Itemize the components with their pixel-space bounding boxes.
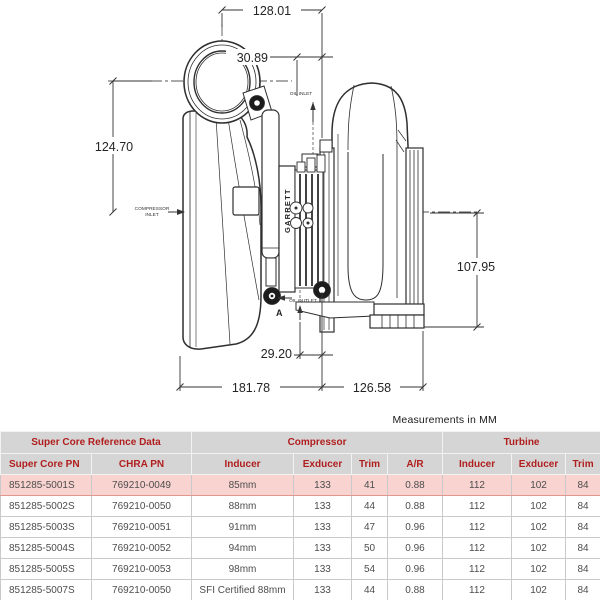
group-compressor: Compressor xyxy=(192,432,443,454)
cell-comp-trim: 41 xyxy=(352,475,388,496)
cell-turb-trim: 84 xyxy=(566,517,600,538)
cell-turb-inducer: 112 xyxy=(443,517,512,538)
compressor-inlet-label-1: COMPRESSOR xyxy=(134,207,170,212)
dimension-inlet-height: 124.70 xyxy=(94,140,134,154)
col-compressor-inducer: Inducer xyxy=(192,454,294,475)
cell-turb-inducer: 112 xyxy=(443,559,512,580)
col-chra-pn: CHRA PN xyxy=(92,454,192,475)
cell-super-core-pn: 851285-5007S xyxy=(1,580,92,600)
col-super-core-pn: Super Core PN xyxy=(1,454,92,475)
table-row-selected[interactable] xyxy=(1,475,600,496)
measurements-note: Measurements in MM xyxy=(392,414,497,426)
cell-super-core-pn: 851285-5003S xyxy=(1,517,92,538)
dimension-turbine-height: 107.95 xyxy=(456,260,496,274)
cell-comp-exducer: 133 xyxy=(294,580,352,600)
cell-turb-trim: 84 xyxy=(566,496,600,517)
cell-super-core-pn: 851285-5001S xyxy=(1,475,92,496)
cell-turb-exducer: 102 xyxy=(512,538,566,559)
cell-comp-trim: 50 xyxy=(352,538,388,559)
cell-super-core-pn: 851285-5002S xyxy=(1,496,92,517)
cell-comp-ar: 0.96 xyxy=(388,559,443,580)
brand-label: GARRETT xyxy=(283,188,292,233)
cell-turb-trim: 84 xyxy=(566,559,600,580)
cell-comp-inducer: 85mm xyxy=(192,475,294,496)
cell-turb-exducer: 102 xyxy=(512,559,566,580)
col-compressor-exducer: Exducer xyxy=(294,454,352,475)
oil-inlet-arrow-icon xyxy=(310,102,315,110)
section-a-label: A xyxy=(276,308,283,318)
cell-comp-exducer: 133 xyxy=(294,517,352,538)
cell-comp-trim: 44 xyxy=(352,496,388,517)
table-row[interactable] xyxy=(1,517,600,538)
oil-inlet-label: OIL INLET xyxy=(289,92,313,97)
cell-comp-ar: 0.88 xyxy=(388,580,443,600)
cell-comp-ar: 0.96 xyxy=(388,538,443,559)
cell-turb-exducer: 102 xyxy=(512,475,566,496)
cell-super-core-pn: 851285-5005S xyxy=(1,559,92,580)
cell-comp-trim: 47 xyxy=(352,517,388,538)
group-turbine: Turbine xyxy=(443,432,600,454)
table-row[interactable] xyxy=(1,538,600,559)
table-row[interactable] xyxy=(1,496,600,517)
cell-comp-ar: 0.96 xyxy=(388,517,443,538)
cell-turb-exducer: 102 xyxy=(512,580,566,600)
cell-turb-inducer: 112 xyxy=(443,580,512,600)
cell-comp-inducer: SFI Certified 88mm xyxy=(192,580,294,600)
column-header-row xyxy=(1,454,600,475)
col-compressor-trim: Trim xyxy=(352,454,388,475)
cell-turb-inducer: 112 xyxy=(443,538,512,559)
dimension-compressor-length: 181.78 xyxy=(231,381,271,395)
group-header-row xyxy=(1,432,600,454)
table-row[interactable] xyxy=(1,580,600,600)
table-row[interactable] xyxy=(1,559,600,580)
cell-chra-pn: 769210-0053 xyxy=(92,559,192,580)
col-turbine-inducer: Inducer xyxy=(443,454,512,475)
group-super-core: Super Core Reference Data xyxy=(1,432,192,454)
cell-turb-inducer: 112 xyxy=(443,496,512,517)
cell-chra-pn: 769210-0049 xyxy=(92,475,192,496)
cell-comp-inducer: 98mm xyxy=(192,559,294,580)
cell-comp-inducer: 91mm xyxy=(192,517,294,538)
cell-comp-ar: 0.88 xyxy=(388,475,443,496)
dimension-oil-inlet-offset: 30.89 xyxy=(236,51,268,65)
cell-comp-inducer: 94mm xyxy=(192,538,294,559)
cell-comp-exducer: 133 xyxy=(294,538,352,559)
cell-turb-inducer: 112 xyxy=(443,475,512,496)
dimension-oil-outlet-offset: 29.20 xyxy=(260,347,292,361)
cell-comp-exducer: 133 xyxy=(294,496,352,517)
cell-chra-pn: 769210-0051 xyxy=(92,517,192,538)
dimension-top-width: 128.01 xyxy=(252,4,292,18)
cell-super-core-pn: 851285-5004S xyxy=(1,538,92,559)
cell-chra-pn: 769210-0050 xyxy=(92,496,192,517)
cell-turb-exducer: 102 xyxy=(512,517,566,538)
col-compressor-ar: A/R xyxy=(388,454,443,475)
cell-turb-exducer: 102 xyxy=(512,496,566,517)
cell-turb-trim: 84 xyxy=(566,475,600,496)
cell-chra-pn: 769210-0050 xyxy=(92,580,192,600)
compressor-inlet-label-2: INLET xyxy=(145,213,159,218)
col-turbine-exducer: Exducer xyxy=(512,454,566,475)
cell-comp-exducer: 133 xyxy=(294,475,352,496)
spec-table xyxy=(0,431,600,600)
cell-chra-pn: 769210-0052 xyxy=(92,538,192,559)
cell-comp-inducer: 88mm xyxy=(192,496,294,517)
oil-outlet-label: OIL OUTLET xyxy=(289,299,317,304)
cell-comp-trim: 54 xyxy=(352,559,388,580)
col-turbine-trim: Trim xyxy=(566,454,600,475)
cell-comp-exducer: 133 xyxy=(294,559,352,580)
cell-comp-ar: 0.88 xyxy=(388,496,443,517)
dimension-turbine-length: 126.58 xyxy=(352,381,392,395)
cell-turb-trim: 84 xyxy=(566,580,600,600)
cell-turb-trim: 84 xyxy=(566,538,600,559)
cell-comp-trim: 44 xyxy=(352,580,388,600)
